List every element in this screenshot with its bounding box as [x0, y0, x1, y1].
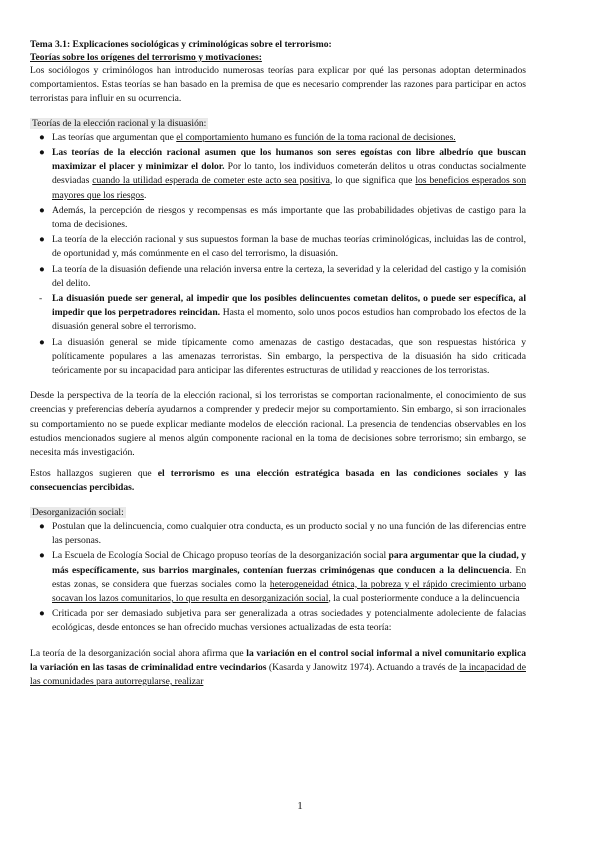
list-item: ● Criticada por ser demasiado subjetiva para ser generalizada a otras sociedades y potencialmente adoleciente de falacias ecológicas, desde entonces se han ofrecido muchas versiones actualizadas de esta teoría:: [39, 608, 526, 634]
bullet-icon: ●: [39, 204, 45, 216]
bullet-icon: ●: [39, 234, 45, 246]
list-item: ● La disuasión general se mide típicamente como amenazas de castigo destacadas, que son respuestas histórica y políticamente populares a las amenazas terroristas. Sin embargo, la perspectiva de la disuasión ha sido criticada teóricamente por su incapacidad para anticipar las diferentes estructuras de utilidad y reacciones de los terroristas.: [39, 336, 526, 377]
bullet-icon: ●: [39, 263, 45, 275]
social-disorganization-paragraph: La teoría de la desorganización social ahora afirma que la variación en el control social informal a nivel comunitario explica la variación en las tasas de criminalidad entre vecindarios (Kasarda y Janowitz 1974). Actuando a través de la incapacidad de las comunidades para autorregularse, realizar: [30, 647, 527, 687]
document-subtitle: Teorías sobre los orígenes del terrorismo y motivaciones:: [30, 52, 262, 63]
list-item: ● La teoría de la disuasión defiende una relación inversa entre la certeza, la severidad y la celeridad del castigo y la comisión del delito.: [39, 263, 526, 289]
list-item: - La disuasión puede ser general, al impedir que los posibles delincuentes cometan delitos, o puede ser específica, al impedir que los perpetradores reincidan. Hasta el momento, solo unos pocos estudios han comprobado los efectos de la disuasión general sobre el terrorismo.: [39, 293, 526, 333]
list-item: ● Además, la percepción de riesgos y recompensas es más importante que las probabilidades objetivas de castigo para la toma de decisiones.: [39, 204, 526, 231]
document-body: [30, 38, 526, 689]
list-item: ● La Escuela de Ecología Social de Chicago propuso teorías de la desorganización social para argumentar que la ciudad, y más específicamente, sus barrios marginales, contenían fuerzas criminógenas que conducen a la delincuencia. En estas zonas, se considera que fuerzas sociales como la heterogeneidad étnica, la pobreza y el rápido crecimiento urbano socavan los lazos comunitarios, lo que resulta en desorganización social, la cual posteriormente conduce a la delincuencia: [39, 550, 526, 604]
rational-choice-paragraph: Desde la perspectiva de la teoría de la elección racional, si los terroristas se comportan racionalmente, el conocimiento de sus creencias y preferencias debería ayudarnos a comprender y predecir mejor su comportamiento. Sin embargo, si son irracionales su comportamiento no se puede explicar mediante modelos de elección racional. La presencia de tendencias observables en los estudios mencionados sugiere al menos algún componente racional en la toma de decisiones sobre terrorismo; sin embargo, se necesita más investigación.: [30, 390, 526, 459]
list-item: ● La teoría de la elección racional y sus supuestos forman la base de muchas teorías criminológicas, incluidas las de control, de oportunidad y, más comúnmente en el caso del terrorismo, la disuasión.: [39, 234, 526, 260]
section-heading-social-disorganization: Desorganización social:: [32, 506, 124, 518]
findings-paragraph: Estos hallazgos sugieren que el terrorismo es una elección estratégica basada en las condiciones sociales y las consecuencias percibidas.: [30, 468, 526, 494]
bullet-icon: ●: [39, 131, 45, 143]
list-item: ● Postulan que la delincuencia, como cualquier otra conducta, es un producto social y no una función de las diferencias entre las personas.: [39, 520, 526, 547]
bullet-icon: ●: [39, 608, 45, 620]
bullet-icon: ●: [39, 520, 45, 532]
list-item: ● Las teorías que argumentan que el comportamiento humano es función de la toma racional de decisiones.: [30, 131, 526, 145]
document-title: Tema 3.1: Explicaciones sociológicas y criminológicas sobre el terrorismo:: [30, 39, 332, 50]
intro-paragraph: Los sociólogos y criminólogos han introducido numerosas teorías para explicar por qué las personas adoptan determinados comportamientos. Estas teorías se han basado en la premisa de que es necesario comprender las razones para participar en actos terroristas para influir en su ocurrencia.: [30, 65, 526, 105]
list-item: ● Las teorías de la elección racional asumen que los humanos son seres egoístas con libre albedrío que buscan maximizar el placer y minimizar el dolor. Por lo tanto, los individuos cometerán delitos u otras conductas socialmente desviadas cuando la utilidad esperada de cometer este acto sea positiva, lo que significa que los beneficios esperados son mayores que los riesgos.: [39, 147, 526, 201]
social-disorganization-list: [30, 520, 526, 636]
rational-choice-list: [30, 131, 526, 378]
bullet-icon: ●: [39, 550, 45, 562]
bullet-icon: ●: [39, 147, 45, 159]
dash-bullet-icon: -: [39, 293, 43, 305]
section-heading-rational-choice: Teorías de la elección racional y la disuasión:: [32, 117, 207, 129]
page-number: 1: [297, 800, 303, 812]
bullet-icon: ●: [39, 336, 45, 348]
